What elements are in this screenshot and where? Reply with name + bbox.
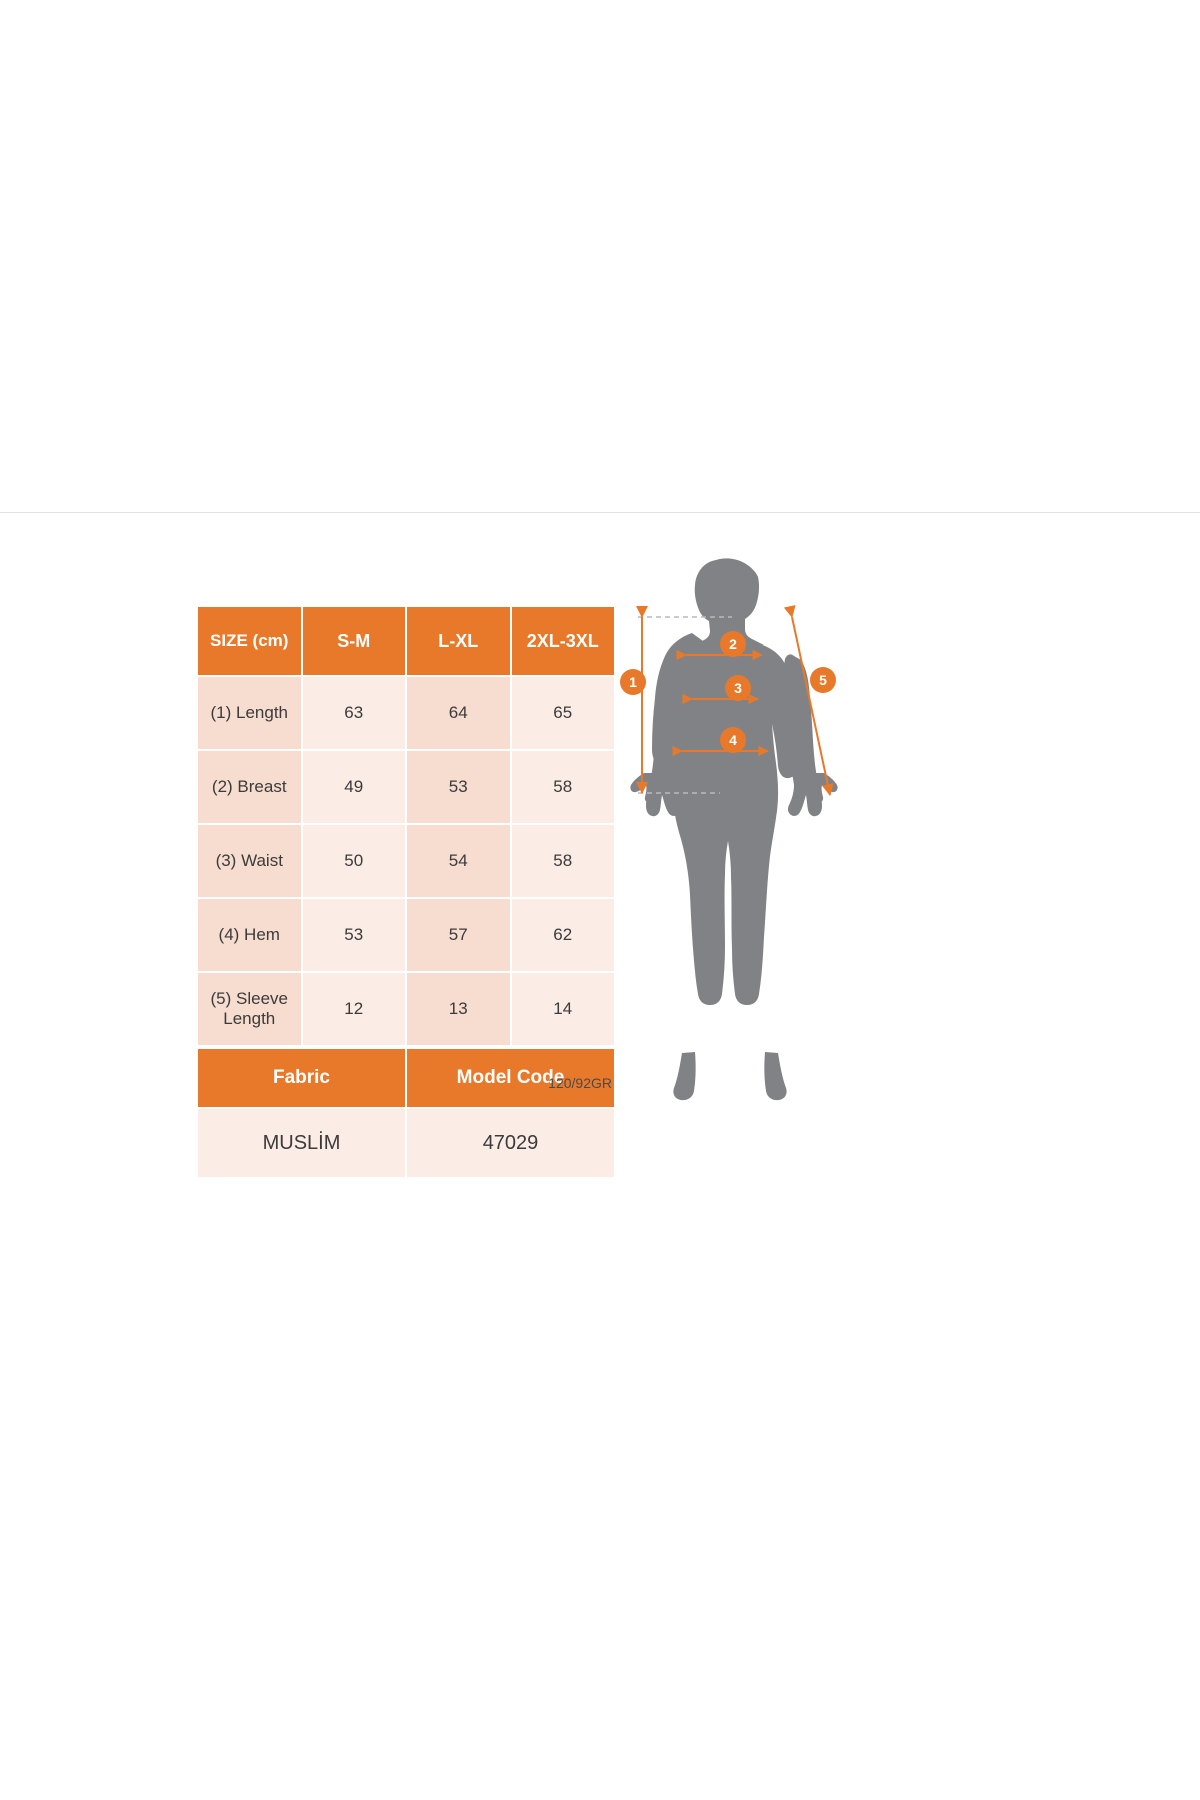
cell-waist-l-xl: 54 xyxy=(406,824,511,898)
header-2xl-3xl: 2XL-3XL xyxy=(511,606,616,676)
table-row xyxy=(197,972,615,1046)
table-header-row xyxy=(197,606,615,676)
cell-hem-2xl-3xl: 62 xyxy=(511,898,616,972)
table-row xyxy=(197,824,615,898)
badge-2-breast: 2 xyxy=(720,631,746,657)
cell-length-l-xl: 64 xyxy=(406,676,511,750)
fabric-weight-note: 120/92GR xyxy=(548,1075,612,1091)
cell-sleeve-2xl-3xl: 14 xyxy=(511,972,616,1046)
cell-breast-2xl-3xl: 58 xyxy=(511,750,616,824)
row-label-sleeve-length: (5) Sleeve Length xyxy=(197,972,302,1046)
cell-hem-l-xl: 57 xyxy=(406,898,511,972)
fabric-value-row xyxy=(197,1108,615,1178)
silhouette-shape xyxy=(646,558,822,1005)
row-label-length: (1) Length xyxy=(197,676,302,750)
badge-1-length: 1 xyxy=(620,669,646,695)
header-s-m: S-M xyxy=(302,606,407,676)
header-l-xl: L-XL xyxy=(406,606,511,676)
size-measurements-table xyxy=(196,605,616,1047)
table-row xyxy=(197,898,615,972)
badge-3-waist: 3 xyxy=(725,675,751,701)
cell-length-s-m: 63 xyxy=(302,676,407,750)
badge-4-hem: 4 xyxy=(720,727,746,753)
cell-waist-s-m: 50 xyxy=(302,824,407,898)
measurement-figure xyxy=(620,555,920,1115)
value-fabric: MUSLİM xyxy=(197,1108,406,1178)
cell-breast-s-m: 49 xyxy=(302,750,407,824)
cell-length-2xl-3xl: 65 xyxy=(511,676,616,750)
row-label-hem: (4) Hem xyxy=(197,898,302,972)
cell-sleeve-l-xl: 13 xyxy=(406,972,511,1046)
badge-5-sleeve-length: 5 xyxy=(810,667,836,693)
row-label-waist: (3) Waist xyxy=(197,824,302,898)
feet-shape xyxy=(673,1052,786,1100)
size-chart-block xyxy=(196,605,616,1179)
cell-breast-l-xl: 53 xyxy=(406,750,511,824)
cell-waist-2xl-3xl: 58 xyxy=(511,824,616,898)
horizontal-divider xyxy=(0,512,1200,513)
female-body-silhouette-svg xyxy=(620,555,920,1115)
header-size: SIZE (cm) xyxy=(197,606,302,676)
fabric-info-table xyxy=(196,1047,616,1179)
value-model-code: 47029 xyxy=(406,1108,615,1178)
table-row xyxy=(197,750,615,824)
header-model-code: Model Code xyxy=(406,1048,615,1108)
row-label-breast: (2) Breast xyxy=(197,750,302,824)
header-fabric: Fabric xyxy=(197,1048,406,1108)
cell-sleeve-s-m: 12 xyxy=(302,972,407,1046)
table-row xyxy=(197,676,615,750)
cell-hem-s-m: 53 xyxy=(302,898,407,972)
